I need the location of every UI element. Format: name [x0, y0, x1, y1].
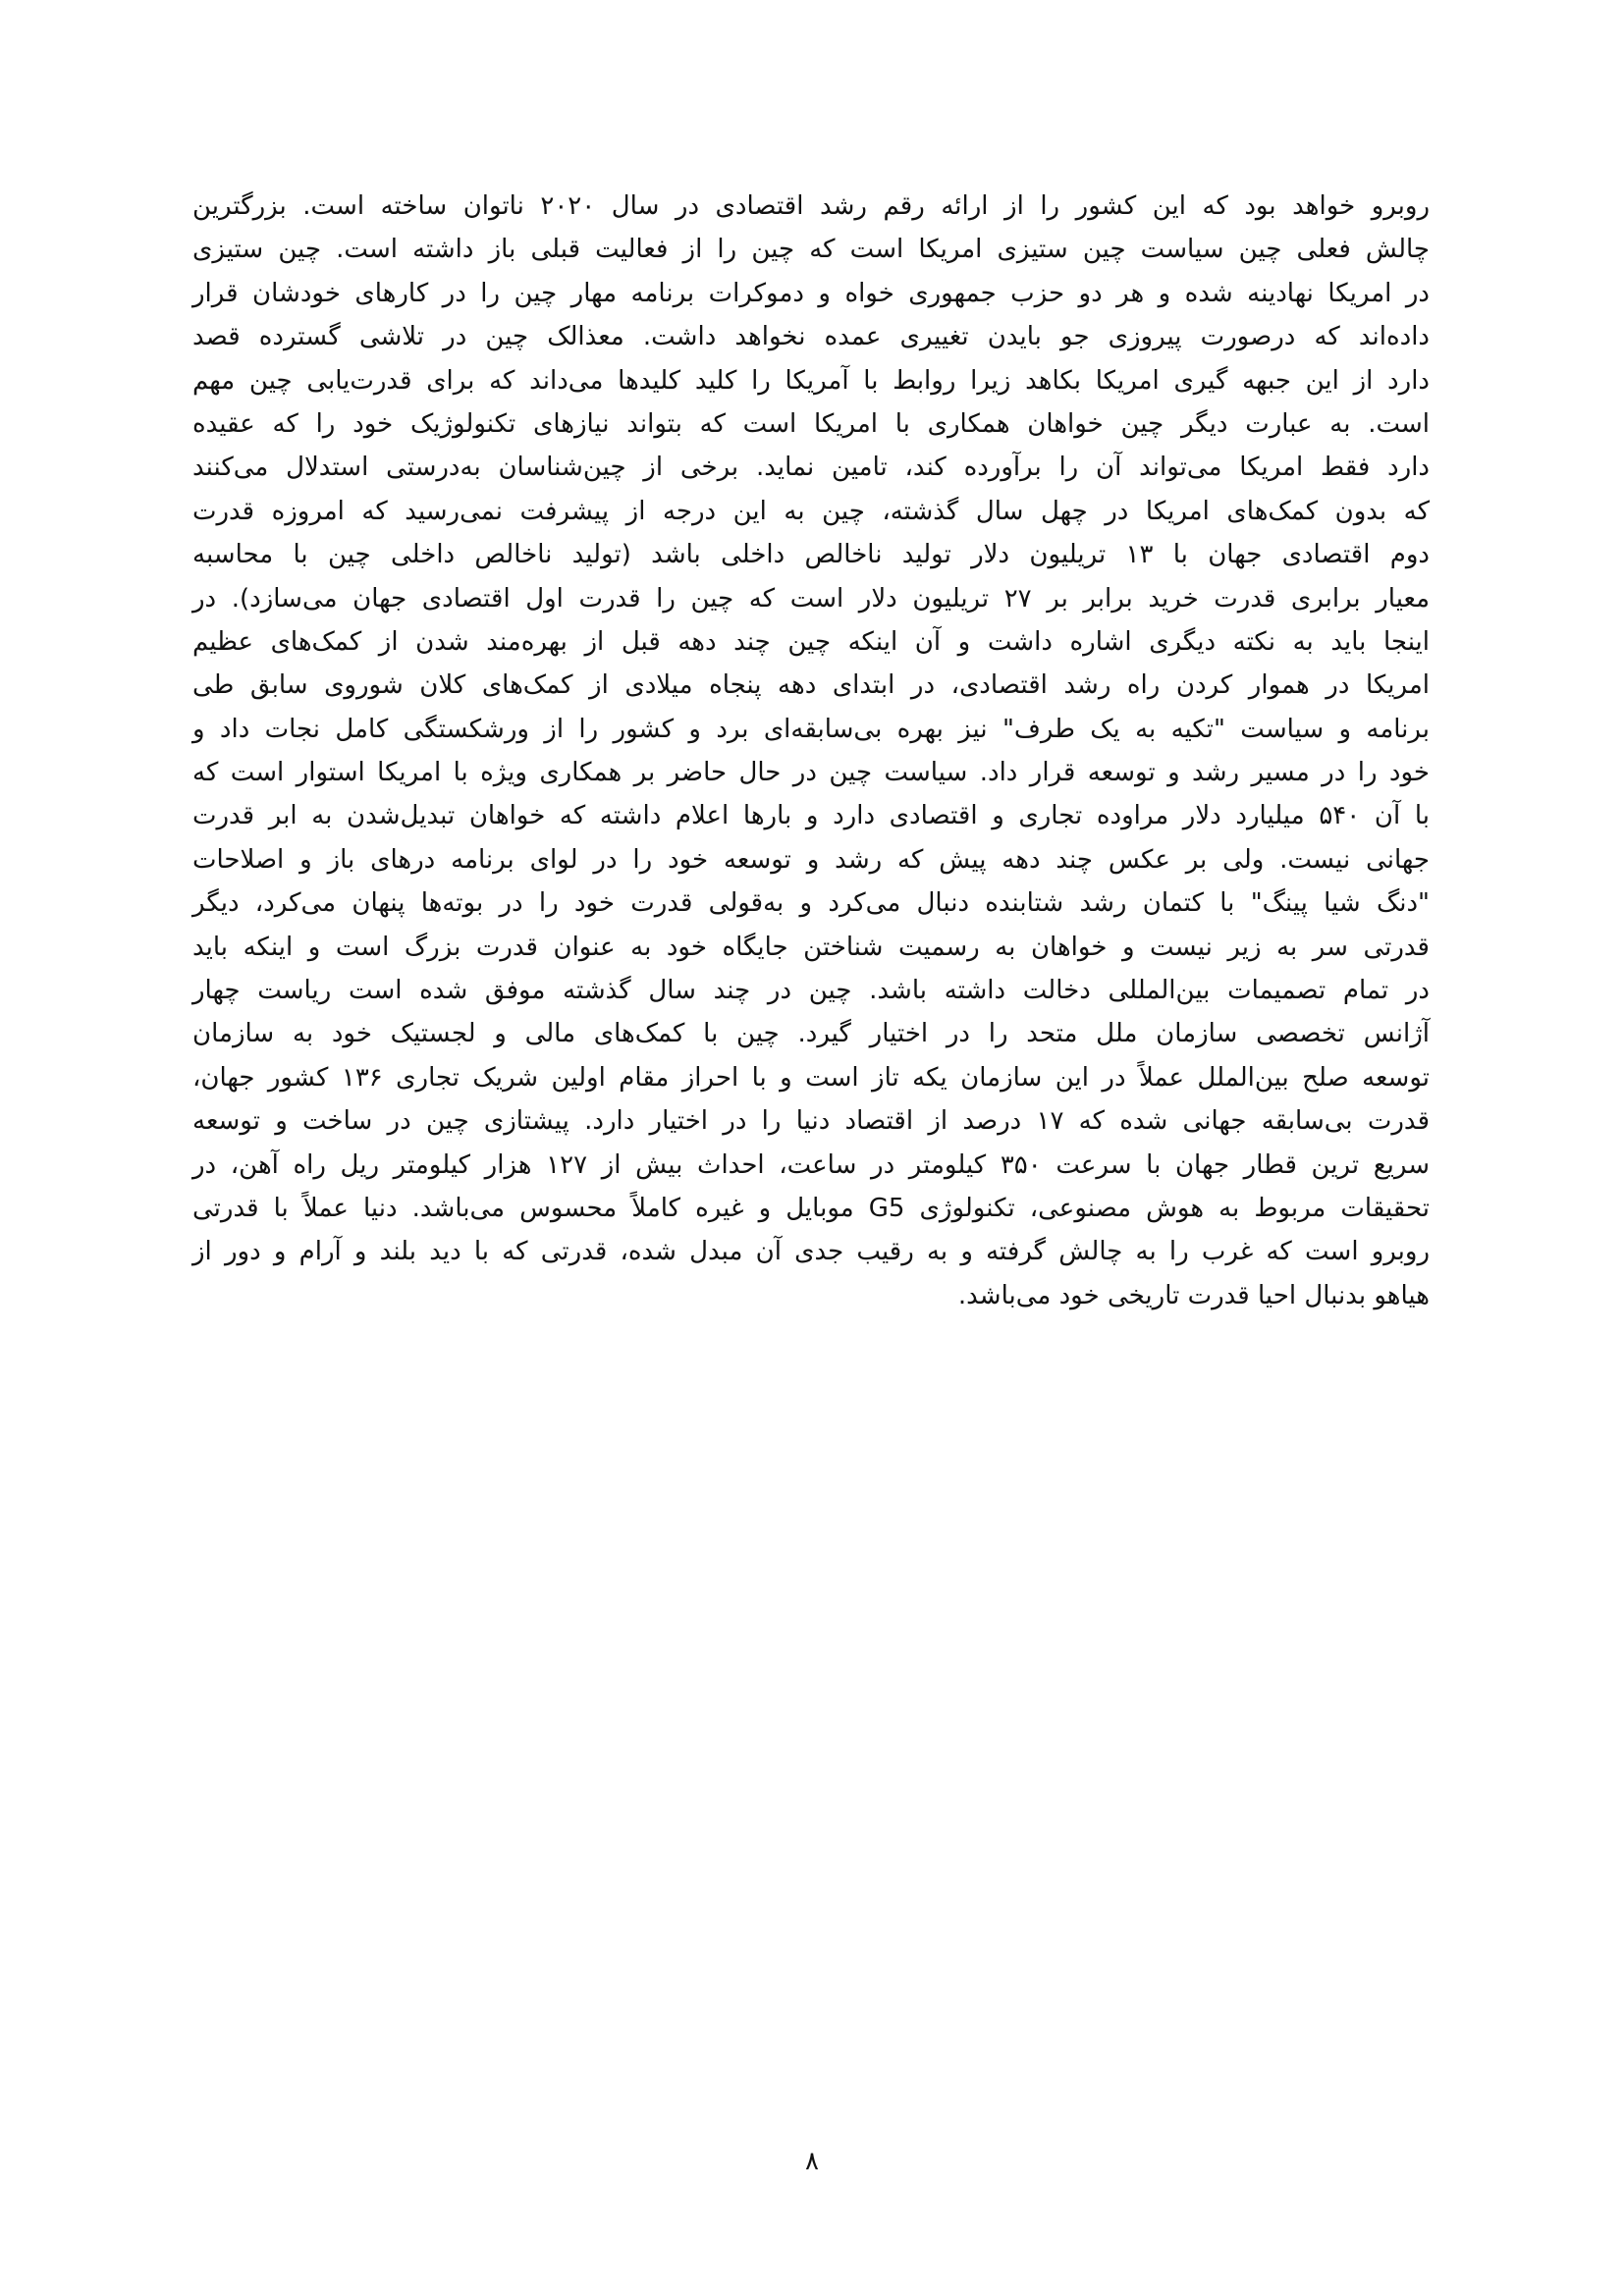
text-line: دوم اقتصادی جهان با ۱۳ تریلیون دلار تولید ناخالص داخلی باشد (تولید ناخالص داخلی چین با محاسبه [192, 540, 1430, 570]
text-line: روبرو است که غرب را به چالش گرفته و به رقیب جدی آن مبدل شده، قدرتی که با دید بلند و آرام و دور از [192, 1237, 1430, 1267]
text-line: جهانی نیست. ولی بر عکس چند دهه پیش که رشد و توسعه خود را در لوای برنامه درهای باز و اصلاحات [192, 844, 1430, 875]
text-line: معیار برابری قدرت خرید برابر بر ۲۷ تریلیون دلار است که چین را قدرت اول اقتصادی جهان می‌سازد). در [192, 583, 1431, 614]
text-line: که بدون کمک‌های امریکا در چهل سال گذشته، چین به این درجه از پیشرفت نمی‌رسید که امروزه قدرت [192, 496, 1430, 526]
text-line: آژانس تخصصی سازمان ملل متحد را در اختیار گیرد. چین با کمک‌های مالی و لجستیک خود به سازمان [192, 1019, 1430, 1049]
page-number: ۸ [805, 2147, 819, 2176]
text-line: قدرت بی‌سابقه جهانی شده که ۱۷ درصد از اقتصاد دنیا را در اختیار دارد. پیشتازی چین در ساخت و توسعه [192, 1106, 1430, 1137]
text-line: سریع ترین قطار جهان با سرعت ۳۵۰ کیلومتر در ساعت، احداث بیش از ۱۲۷ هزار کیلومتر ریل راه آهن، در [192, 1149, 1430, 1180]
text-line: امریکا در هموار کردن راه رشد اقتصادی، در ابتدای دهه پنجاه میلادی از کمک‌های کلان شوروی سابق طی [192, 670, 1430, 701]
text-line: دارد از این جبهه گیری امریکا بکاهد زیرا روابط با آمریکا را کلید کلیدها می‌داند که برای قدرت‌یابی چین مهم [192, 365, 1430, 396]
text-line: در تمام تصمیمات بین‌المللی دخالت داشته باشد. چین در چند سال گذشته موفق شده است ریاست چهار [192, 976, 1430, 1006]
text-line: خود را در مسیر رشد و توسعه قرار داد. سیاست چین در حال حاضر بر همکاری ویژه با امریکا استوار است که [192, 758, 1430, 788]
text-line: در امریکا نهادینه شده و هر دو حزب جمهوری خواه و دموکرات برنامه مهار چین را در کارهای خودشان قرار [192, 278, 1430, 308]
text-line: اینجا باید به نکته دیگری اشاره داشت و آن اینکه چین چند دهه قبل از بهره‌مند شدن از کمک‌های عظیم [192, 626, 1430, 657]
text-line: با آن ۵۴۰ میلیارد دلار مراوده تجاری و اقتصادی دارد و بارها اعلام داشته که خواهان تبدیل‌شدن به ابر قدرت [192, 801, 1430, 831]
text-line: روبرو خواهد بود که این کشور را از ارائه رقم رشد اقتصادی در سال ۲۰۲۰ ناتوان ساخته است. بزرگترین [192, 191, 1430, 221]
text-line: دارد فقط امریکا می‌تواند آن را برآورده کند، تامین نماید. برخی از چین‌شناسان به‌درستی استدلال می‌کنند [192, 453, 1430, 483]
text-line: چالش فعلی چین سیاست چین ستیزی امریکا است که چین را از فعالیت قبلی باز داشته است. چین ستیزی [192, 235, 1430, 265]
text-line-last: هیاهو بدنبال احیا قدرت تاریخی خود می‌باشد. [957, 1280, 1430, 1310]
text-line: توسعه صلح بین‌الملل عملاً در این سازمان یکه تاز است و با احراز مقام اولین شریک تجاری ۱۳۶ کشور جهان، [192, 1062, 1430, 1093]
text-line: داده‌اند که درصورت پیروزی جو بایدن تغییری عمده نخواهد داشت. معذالک چین در تلاشی گسترده قصد [192, 322, 1430, 352]
text-line: برنامه و سیاست "تکیه به یک طرف" نیز بهره بی‌سابقه‌ای برد و کشور را از ورشکستگی کامل نجات داد و [192, 714, 1430, 744]
text-line: قدرتی سر به زیر نیست و خواهان به رسمیت شناختن جایگاه خود به عنوان قدرت بزرگ است و اینکه باید [192, 932, 1430, 962]
text-line: است. به عبارت دیگر چین خواهان همکاری با امریکا است که بتواند نیازهای تکنولوژیک خود را که عقیده [192, 408, 1430, 439]
text-line: تحقیقات مربوط به هوش مصنوعی، تکنولوژی G5 موبایل و غیره کاملاً محسوس می‌باشد. دنیا عملاً با قدرتی [192, 1193, 1430, 1223]
text-line: "دنگ شیا پینگ" با کتمان رشد شتابنده دنبال می‌کرد و به‌قولی قدرت خود را در بوته‌ها پنهان می‌کرد، دیگر [192, 888, 1430, 919]
body-paragraph [192, 185, 1430, 1317]
